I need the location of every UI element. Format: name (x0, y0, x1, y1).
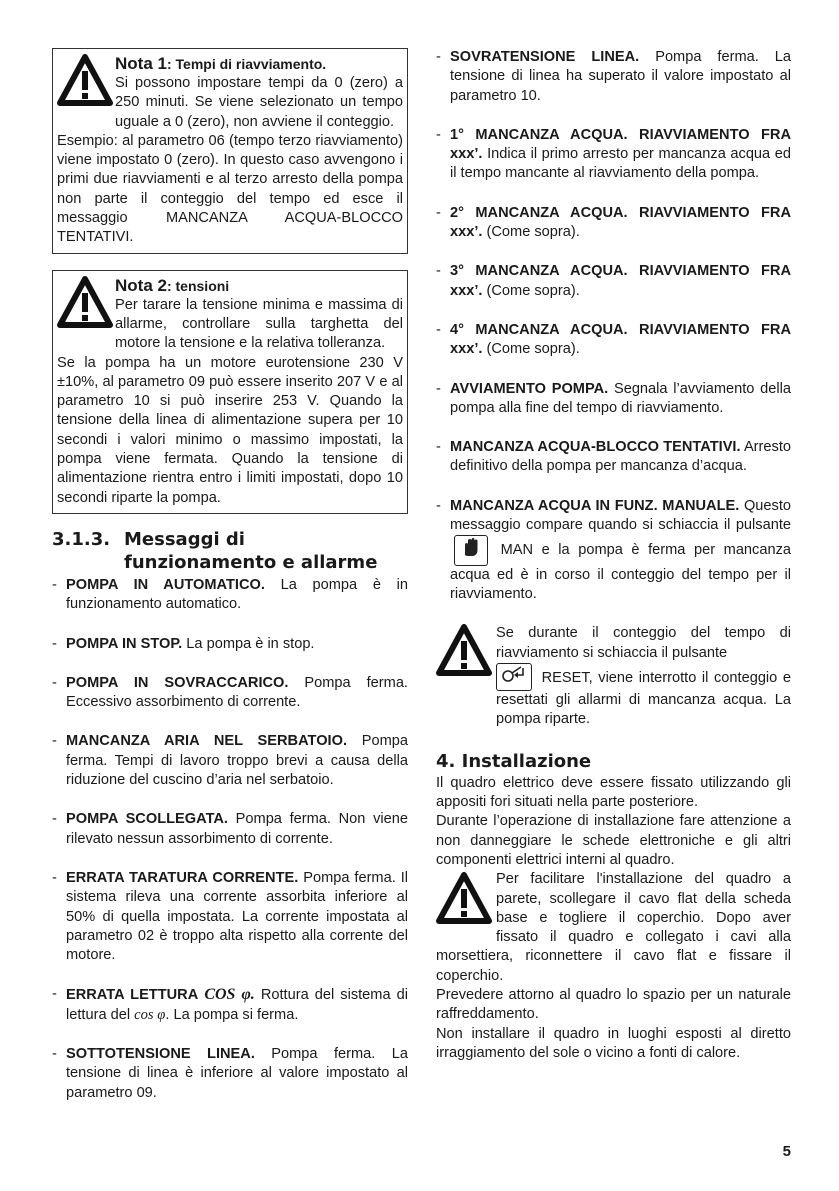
list-item: - POMPA IN STOP. La pompa è in stop. (52, 635, 408, 654)
list-item: - SOVRATENSIONE LINEA. Pompa ferma. La tensione di linea ha superato il valore impostato al parametro 10. (436, 48, 791, 106)
installation-paragraph: Non installare il quadro in luoghi esposti al diretto irraggiamento del sole o vicino a fonti di calore. (436, 1025, 791, 1061)
list-item: - MANCANZA ACQUA-BLOCCO TENTATIVI. Arresto definitivo della pompa per mancanza d’acqua. (436, 438, 791, 477)
list-item-cosphi: - ERRATA LETTURA COS φ. Rottura del sistema di lettura del cos φ. La pompa si ferma. (52, 985, 408, 1025)
section-4-heading: 4. Installazione (436, 750, 592, 772)
warning-triangle-icon (57, 54, 115, 110)
installation-paragraph: Il quadro elettrico deve essere fissato utilizzando gli appositi fori situati nella parte posteriore. (436, 774, 791, 811)
note-1-body: Esempio: al parametro 06 (tempo terzo riavviamento) viene impostato 0 (zero). In questo caso avvengono i primi due riavviamenti e al terzo arresto della pompa non parte il conteggio del tempo ed esce il messaggio MANCANZA ACQUA-BLOCCO TENTATIVI. (57, 132, 403, 246)
note-1-title: Nota 1: Tempi di riavviamento. (115, 54, 327, 73)
reset-button-icon (496, 663, 532, 691)
list-item: - POMPA IN AUTOMATICO. La pompa è in funzionamento automatico. (52, 576, 408, 615)
warning-triangle-icon (436, 872, 496, 930)
note-2-head-text: Per tarare la tensione minima e massima di allarme, controllare sulla targhetta del motore la tensione e la relativa tolleranza. (115, 296, 403, 352)
list-item: - ERRATA TARATURA CORRENTE. Pompa ferma. Il sistema rileva una corrente assorbita inferiore al 50% di quella impostata. La corrente impostata al parametro 02 è troppo alta rispetto alla corrente del motore. (52, 869, 408, 965)
messages-list-left (52, 576, 408, 1103)
installation-tip: Per facilitare l'installazione del quadro a parete, scollegare il cavo flat della scheda base e togliere il coperchio. Dopo aver fissato il quadro e collegato i cavi alla morsettiera, riconnettere il cavo flat e fissare il coperchio. (436, 871, 791, 984)
right-column (436, 48, 791, 1063)
note-2-body: Se la pompa ha un motore eurotensione 230 V ±10%, al parametro 09 può essere inserito 207 V e al parametro 10 si può inserire 253 V. Quando la tensione della linea di alimentazione supera per 10 secondi i valori minimo o massimo impostati, la pompa viene fermata. Quando la tensione di alimentazione rientra entro i limiti impostati, dopo 10 secondi riparte la pompa. (57, 354, 403, 506)
note-2-title: Nota 2: tensioni (115, 275, 230, 295)
section-3-1-3-heading: 3.1.3. Messaggi di funzionamento e allarme (52, 528, 378, 573)
list-item: - AVVIAMENTO POMPA. Segnala l’avviamento della pompa alla fine del tempo di riavviamento. (436, 380, 791, 419)
warning-triangle-icon (57, 276, 115, 332)
note-1-head-text: Si possono impostare tempi da 0 (zero) a 250 minuti. Se viene selezionato un tempo uguale a 0 (zero), non avviene il conteggio. (115, 75, 403, 130)
note-2-box (52, 270, 408, 514)
hand-button-icon (454, 535, 488, 565)
list-item: - 4° MANCANZA ACQUA. RIAVVIAMENTO FRA xxx’. (Come sopra). (436, 321, 791, 360)
messages-list-right (436, 48, 791, 604)
left-column (52, 48, 408, 1123)
list-item: - 2° MANCANZA ACQUA. RIAVVIAMENTO FRA xxx’. (Come sopra). (436, 204, 791, 243)
list-item: - POMPA IN SOVRACCARICO. Pompa ferma. Eccessivo assorbimento di corrente. (52, 674, 408, 713)
page-number: 5 (782, 1143, 791, 1160)
list-item-manuale: - MANCANZA ACQUA IN FUNZ. MANUALE. Questo messaggio compare quando si schiaccia il pulsante MAN e la pompa è ferma per mancanza acqua ed è in corso il conteggio del tempo per il riavviamento. (436, 497, 791, 604)
list-item: - MANCANZA ARIA NEL SERBATOIO. Pompa ferma. Tempi di lavoro troppo brevi a causa della riduzione del cuscino d’aria nel serbatoio. (52, 732, 408, 790)
list-item: - POMPA SCOLLEGATA. Pompa ferma. Non viene rilevato nessun assorbimento di corrente. (52, 810, 408, 849)
installation-paragraph: Durante l’operazione di installazione fare attenzione a non danneggiare le schede elettroniche e gli altri componenti elettrici interni al quadro. (436, 813, 791, 868)
reset-tip: Se durante il conteggio del tempo di riavviamento si schiaccia il pulsante RESET, viene interrotto il conteggio e resettati gli allarmi di mancanza acqua. La pompa riparte. (436, 624, 791, 729)
list-item: - SOTTOTENSIONE LINEA. Pompa ferma. La tensione di linea è inferiore al valore impostato al parametro 09. (52, 1045, 408, 1103)
list-item: - 1° MANCANZA ACQUA. RIAVVIAMENTO FRA xxx’. Indica il primo arresto per mancanza acqua ed il tempo mancante al riavviamento della pompa. (436, 126, 791, 184)
warning-triangle-icon (436, 624, 496, 680)
installation-paragraph: Prevedere attorno al quadro lo spazio per un naturale raffreddamento. (436, 986, 791, 1023)
list-item: - 3° MANCANZA ACQUA. RIAVVIAMENTO FRA xxx’. (Come sopra). (436, 262, 791, 301)
note-1-box (52, 48, 408, 254)
